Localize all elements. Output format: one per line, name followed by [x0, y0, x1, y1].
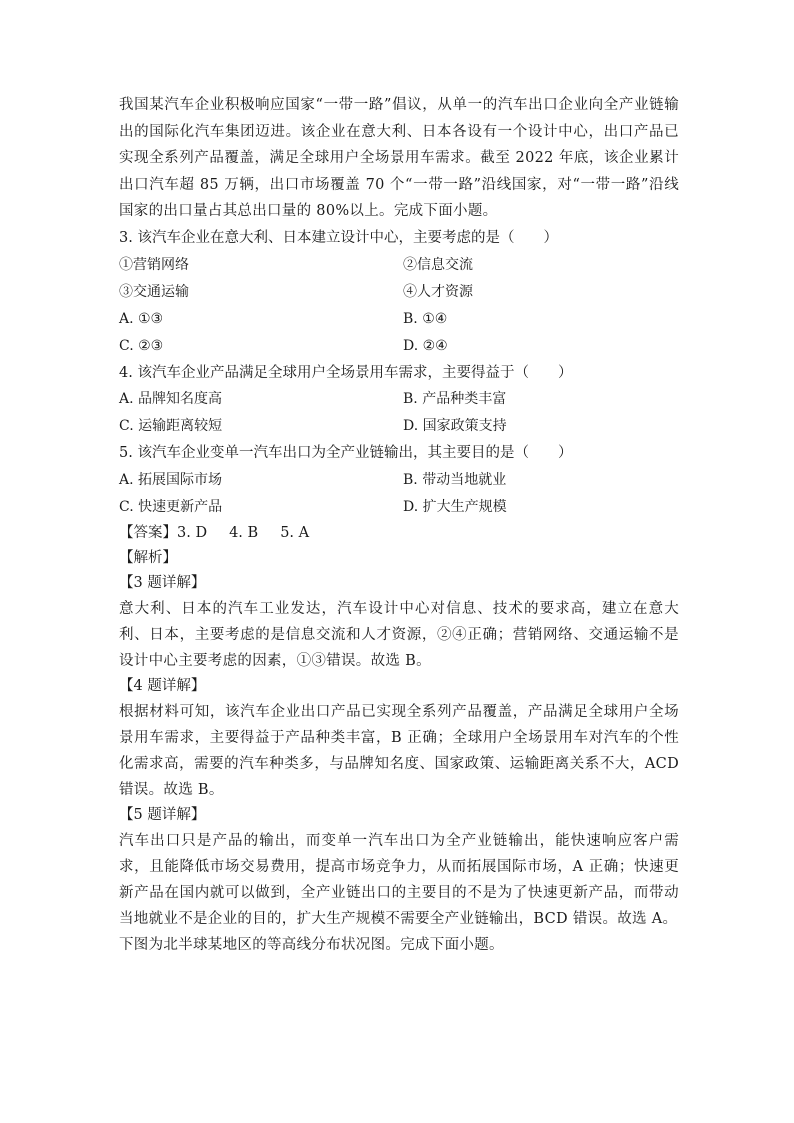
option-c: C. 运输距离较短 [119, 418, 223, 435]
question-5 [119, 440, 679, 521]
item: ④人才资源 [403, 283, 473, 300]
option-list [119, 386, 679, 440]
question-stem: 4. 该汽车企业产品满足全球用户全场景用车需求，主要得益于（ ） [119, 364, 573, 381]
option-d: D. 国家政策支持 [403, 418, 507, 435]
detail-heading: 【3 题详解】 [119, 574, 206, 591]
option-d: D. 扩大生产规模 [403, 498, 507, 515]
document-page [119, 92, 679, 958]
item: ①营销网络 [119, 256, 189, 273]
detail-heading: 【5 题详解】 [119, 806, 206, 823]
option-d: D. ②④ [403, 337, 448, 354]
answer-line [119, 521, 679, 546]
item-list [119, 252, 679, 306]
question-stem: 3. 该汽车企业在意大利、日本建立设计中心，主要考虑的是（ ） [119, 229, 558, 246]
option-list [119, 467, 679, 521]
passage: 我国某汽车企业积极响应国家“一带一路”倡议，从单一的汽车出口企业向全产业链输出的国际化汽车集团迈进。该企业在意大利、日本各设有一个设计中心，出口产品已实现全系列产品覆盖，满足全球用户全场景用车需求。截至 2022 年底，该企业累计出口汽车超 85 万辆，出口市场覆盖 70 个“一带一路”沿线国家，对“一带一路”沿线国家的出口量占其总出口量的 80%以上。完成下面小题。 [119, 97, 679, 220]
detail-3 [119, 571, 679, 674]
question-3 [119, 225, 679, 360]
answer-item: 4. B [229, 524, 259, 541]
item: ③交通运输 [119, 283, 189, 300]
option-b: B. ①④ [403, 310, 448, 327]
answer-item: 5. A [280, 524, 310, 541]
option-a: A. 拓展国际市场 [119, 471, 223, 488]
analysis-heading: 【解析】 [119, 549, 177, 566]
option-b: B. 产品种类丰富 [403, 391, 507, 408]
option-a: A. 品牌知名度高 [119, 391, 223, 408]
detail-heading: 【4 题详解】 [119, 677, 206, 694]
option-a: A. ①③ [119, 310, 164, 327]
detail-text: 根据材料可知，该汽车企业出口产品已实现全系列产品覆盖，产品满足全球用户全场景用车需求，主要得益于产品种类丰富，B 正确；全球用户全场景用车对汽车的个性化需求高，需要的汽车种类多，与品牌知名度、国家政策、运输距离关系不大，ACD 错误。故选 B。 [119, 703, 679, 798]
question-4 [119, 360, 679, 441]
item: ②信息交流 [403, 256, 473, 273]
option-c: C. 快速更新产品 [119, 498, 223, 515]
next-section-intro: 下图为北半球某地区的等高线分布状况图。完成下面小题。 [119, 936, 504, 953]
option-b: B. 带动当地就业 [403, 471, 507, 488]
detail-4 [119, 674, 679, 803]
question-stem: 5. 该汽车企业变单一汽车出口为全产业链输出，其主要目的是（ ） [119, 445, 573, 462]
answer-label: 【答案】 [119, 524, 177, 541]
detail-text: 汽车出口只是产品的输出，而变单一汽车出口为全产业链输出，能快速响应客户需求，且能降低市场交易费用，提高市场竞争力，从而拓展国际市场，A 正确；快速更新产品在国内就可以做到，全产业链出口的主要目的不是为了快速更新产品，而带动当地就业不是企业的目的，扩大生产规模不需要全产业链输出，BCD 错误。故选 A。 [119, 832, 679, 927]
detail-text: 意大利、日本的汽车工业发达，汽车设计中心对信息、技术的要求高，建立在意大利、日本，主要考虑的是信息交流和人才资源，②④正确；营销网络、交通运输不是设计中心主要考虑的因素，①③错误。故选 B。 [119, 600, 679, 669]
option-c: C. ②③ [119, 337, 164, 354]
option-list [119, 306, 679, 360]
answer-item: 3. D [177, 524, 208, 541]
detail-5 [119, 803, 679, 932]
